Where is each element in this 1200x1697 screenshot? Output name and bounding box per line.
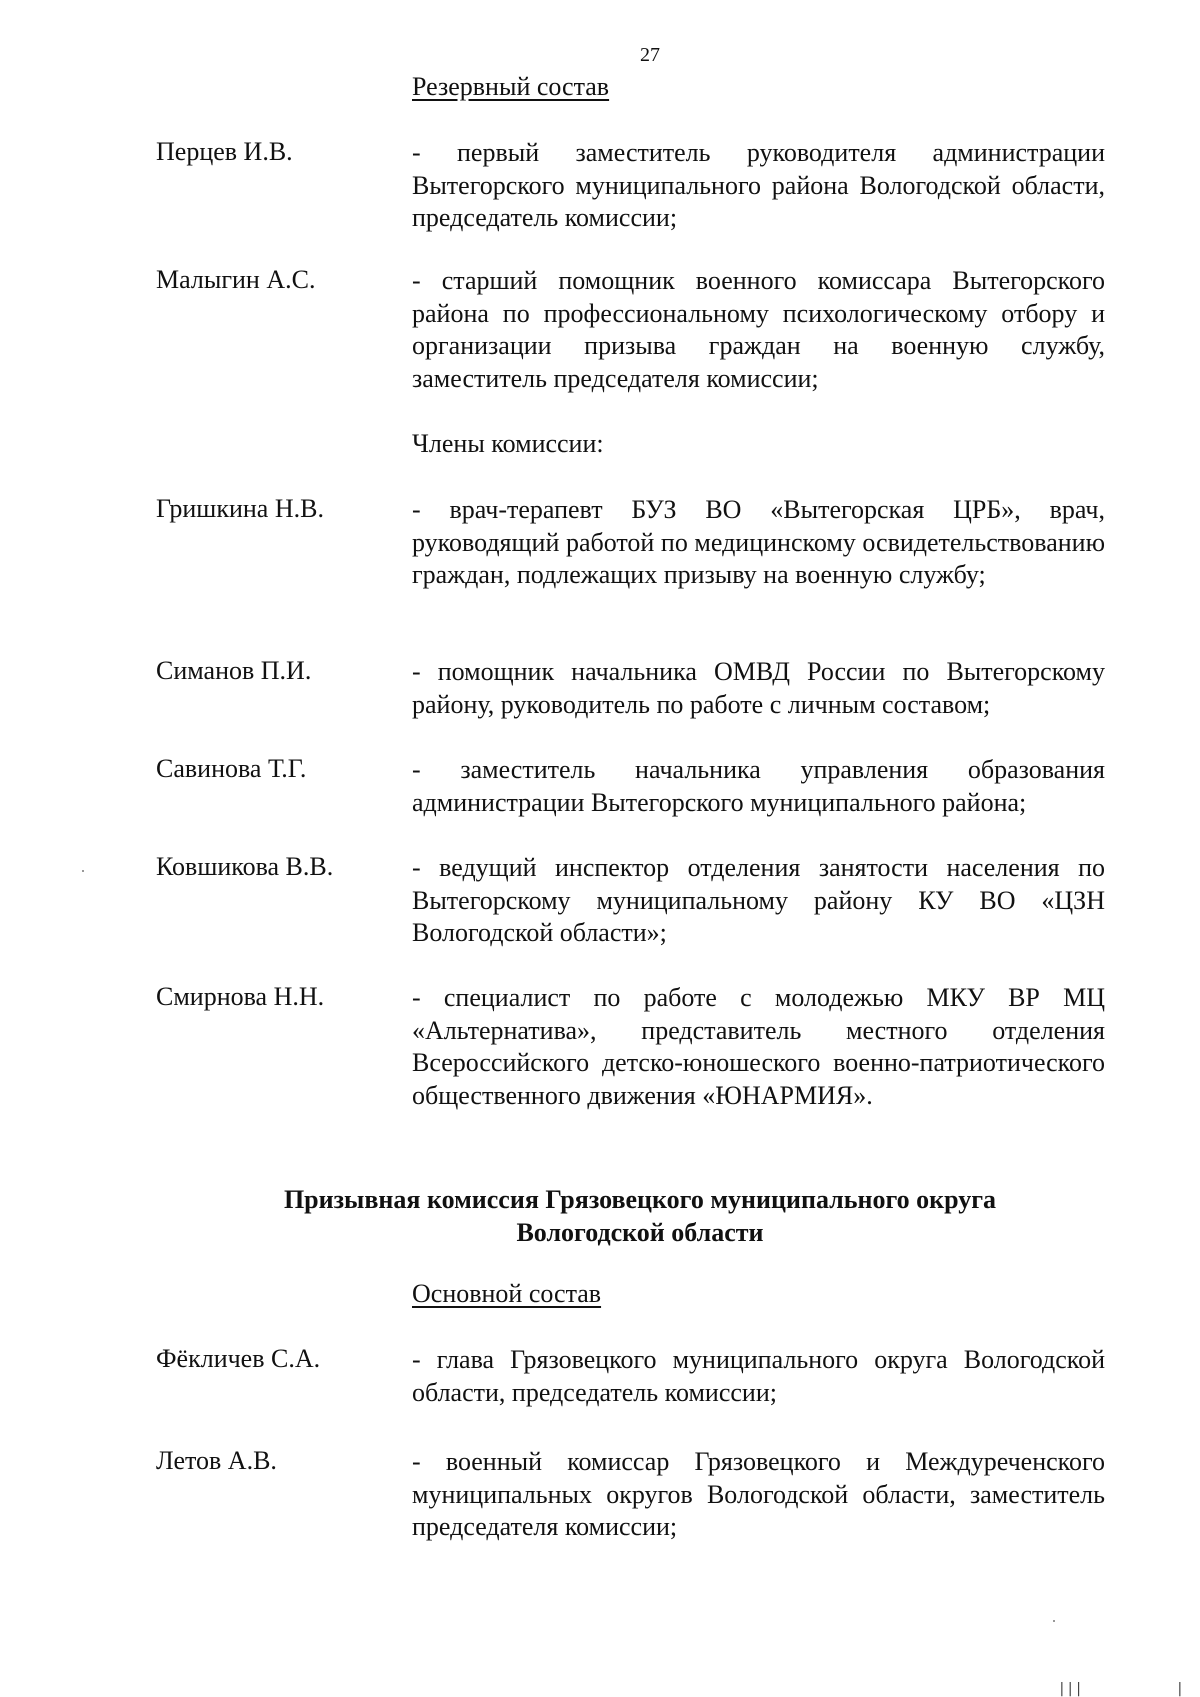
scan-edge-marks: ||| | [1057,1681,1184,1697]
members-label: Члены комиссии: [412,429,604,458]
member-description: - старший помощник военного комиссара Вытегорского района по профессиональному психологическому отбору и организации призыва граждан на военную службу, заместитель председателя комиссии; [412,266,1105,393]
member-description: - помощник начальника ОМВД России по Вытегорскому району, руководитель по работе с личным составом; [412,657,1105,719]
member-description: - военный комиссар Грязовецкого и Междуреченского муниципальных округов Вологодской области, заместитель председателя комиссии; [412,1447,1105,1541]
member-name: Фёкличев С.А. [156,1344,321,1373]
member-description: - заместитель начальника управления образования администрации Вытегорского муниципального района; [412,755,1105,817]
section-title-line: Призывная комиссия Грязовецкого муниципального округа [283,1185,997,1214]
member-name: Смирнова Н.Н. [156,982,325,1011]
scan-speck [1053,1620,1055,1622]
reserve-heading: Резервный состав [412,72,610,101]
member-name: Гришкина Н.В. [156,494,324,523]
member-name: Симанов П.И. [156,656,312,685]
member-name: Перцев И.В. [156,137,293,166]
member-description: - врач-терапевт БУЗ ВО «Вытегорская ЦРБ», врач, руководящий работой по медицинскому освидетельствованию граждан, подлежащих призыву на военную службу; [412,495,1105,589]
member-description: - глава Грязовецкого муниципального округа Вологодской области, председатель комиссии; [412,1345,1105,1407]
member-name: Ковшикова В.В. [156,852,334,881]
section-title-line: Вологодской области [516,1218,764,1247]
main-heading: Основной состав [412,1279,602,1308]
member-name: Савинова Т.Г. [156,754,307,783]
member-description: - специалист по работе с молодежью МКУ ВР МЦ «Альтернатива», представитель местного отделения Всероссийского детско-юношеского военно-патриотического общественного движения «ЮНАРМИЯ». [412,983,1105,1110]
scan-speck [82,870,84,872]
member-name: Малыгин А.С. [156,265,316,294]
member-description: - ведущий инспектор отделения занятости населения по Вытегорскому муниципальному району КУ ВО «ЦЗН Вологодской области»; [412,853,1105,947]
page-number: 27 [640,44,660,66]
member-description: - первый заместитель руководителя администрации Вытегорского муниципального района Вологодской области, председатель комиссии; [412,138,1105,232]
section-title [170,1183,1110,1249]
member-name: Летов А.В. [156,1446,277,1475]
